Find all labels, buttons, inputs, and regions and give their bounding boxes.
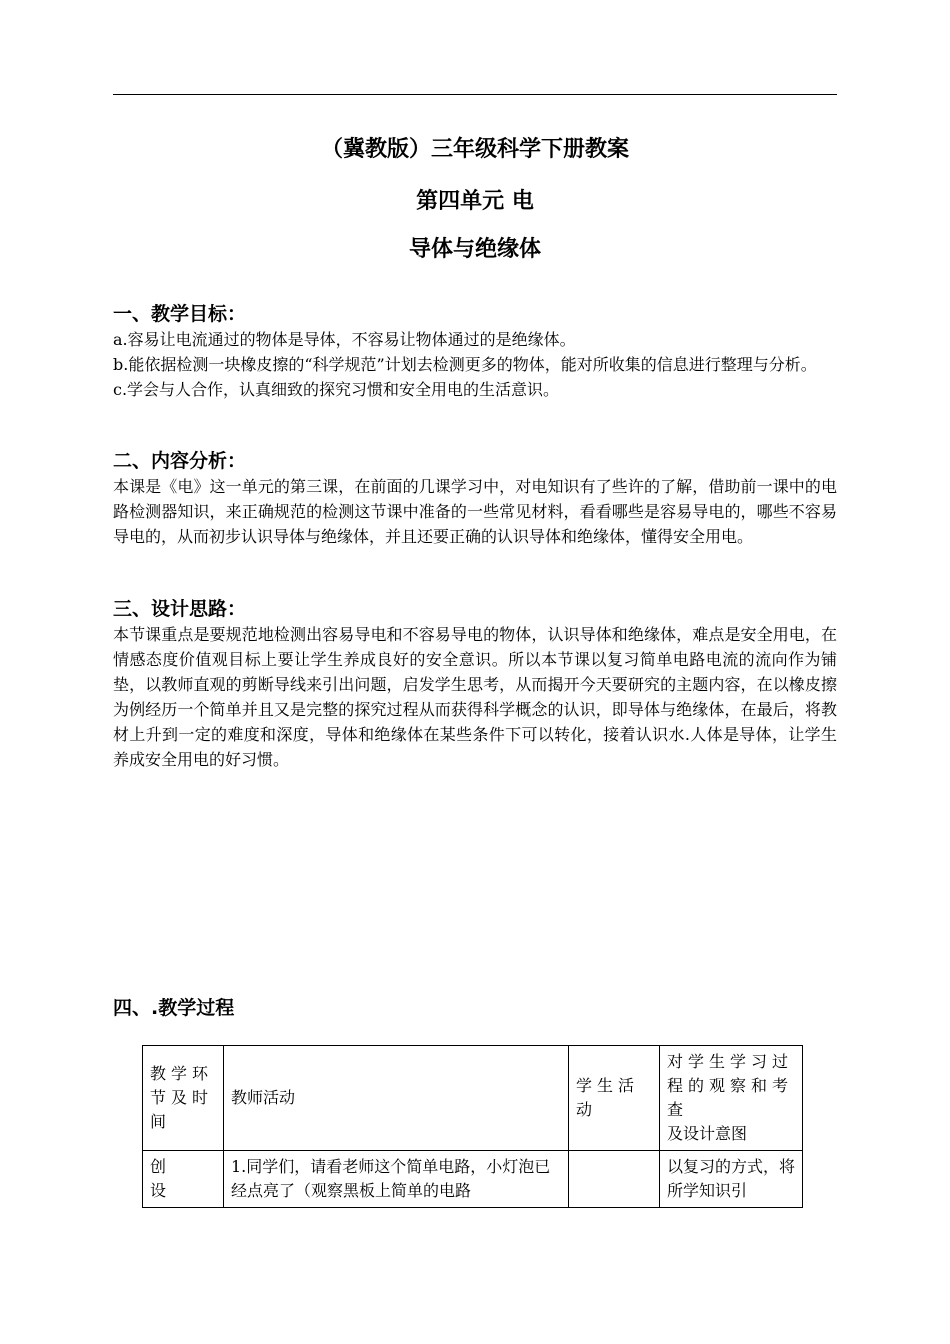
objectives-heading: 一、教学目标： (113, 303, 247, 325)
header-teacher: 教师活动 (224, 1046, 569, 1151)
objective-item-c: c.学会与人合作，认真细致的探究习惯和安全用电的生活意识。 (113, 380, 560, 399)
design-section (113, 596, 837, 772)
lesson-title: 导体与绝缘体 (408, 237, 541, 262)
stage-line1: 创 (150, 1157, 167, 1176)
header-student: 学生活动 (569, 1046, 660, 1151)
header-stage: 教学环节及时间 (143, 1046, 224, 1151)
teacher-cell: 1.同学们，请看老师这个简单电路，小灯泡已经点亮了（观察黑板上简单的电路 (224, 1151, 569, 1208)
objective-item-a: a.容易让电流通过的物体是导体，不容易让物体通过的是绝缘体。 (113, 330, 576, 349)
objective-item-b: b.能依据检测一块橡皮擦的“科学规范”计划去检测更多的物体，能对所收集的信息进行整理与分析。 (113, 355, 817, 374)
student-cell (569, 1151, 660, 1208)
table-header-row (143, 1046, 803, 1151)
process-section (113, 995, 837, 1021)
header-rule (113, 94, 837, 95)
analysis-text: 本课是《电》这一单元的第三课，在前面的几课学习中，对电知识有了些许的了解，借助前一课中的电路检测器知识，来正确规范的检测这节课中准备的一些常见材料，看看哪些是容易导电的，哪些不容易导电的，从而初步认识导体与绝缘体，并且还要正确的认识导体和绝缘体，懂得安全用电。 (113, 477, 837, 546)
document-title: （冀教版）三年级科学下册教案 (320, 137, 629, 162)
header-observe (660, 1046, 803, 1151)
stage-line2: 设 (150, 1181, 167, 1200)
design-text: 本节课重点是要规范地检测出容易导电和不容易导电的物体，认识导体和绝缘体，难点是安全用电，在情感态度价值观目标上要让学生养成良好的安全意识。所以本节课以复习简单电路电流的流向作为铺垫，以教师直观的剪断导线来引出问题，启发学生思考，从而揭开今天要研究的主题内容，在以橡皮擦为例经历一个简单并且又是完整的探究过程从而获得科学概念的认识，即导体与绝缘体，在最后，将教材上升到一定的难度和深度，导体和绝缘体在某些条件下可以转化，接着认识水.人体是导体，让学生养成安全用电的好习惯。 (113, 625, 837, 769)
observe-cell: 以复习的方式，将所学知识引 (660, 1151, 803, 1208)
table-row (143, 1151, 803, 1208)
analysis-section (113, 448, 837, 549)
unit-title: 第四单元 电 (416, 189, 534, 214)
analysis-heading: 二、内容分析： (113, 450, 247, 472)
stage-cell (143, 1151, 224, 1208)
process-table (142, 1045, 803, 1208)
design-heading: 三、设计思路： (113, 598, 247, 620)
header-observe-line2: 及设计意图 (667, 1124, 748, 1143)
header-observe-line1: 对学生学习过程的观察和考查 (667, 1052, 794, 1119)
objectives-section (113, 301, 837, 402)
process-heading: 四、.教学过程 (113, 997, 235, 1019)
